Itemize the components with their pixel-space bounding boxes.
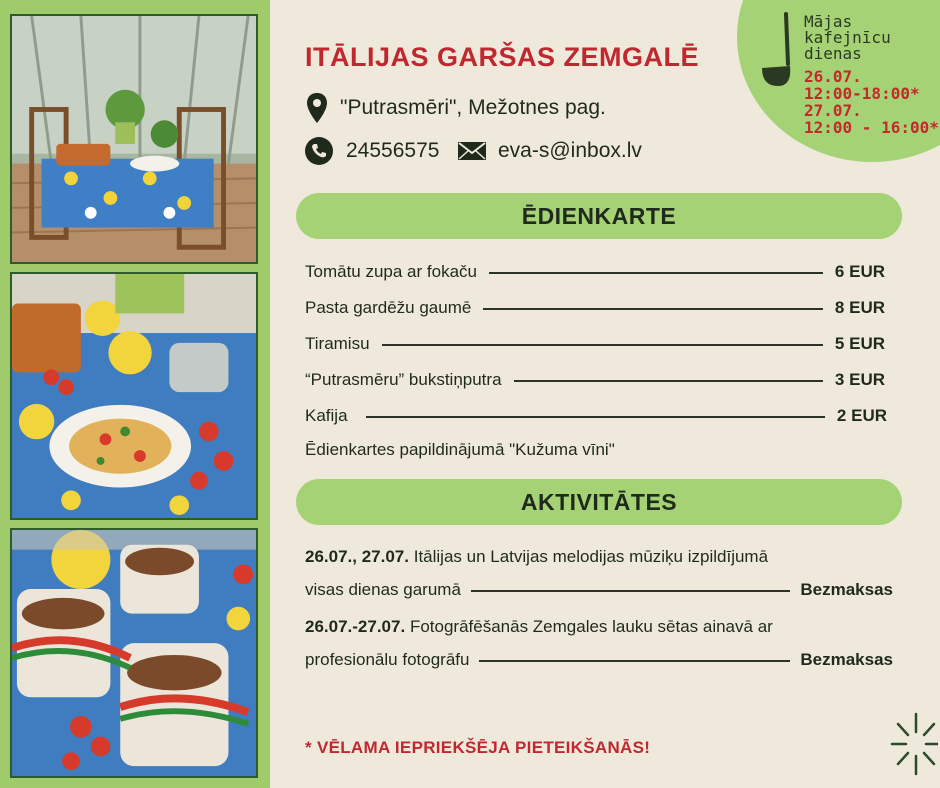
mail-icon [457, 141, 487, 161]
menu-item-name: Pasta gardēžu gaumē [305, 298, 472, 317]
leader-line [366, 416, 825, 418]
activity-price-row [305, 650, 893, 670]
activity-price: Bezmaksas [800, 580, 893, 599]
activity-line [305, 547, 768, 567]
location-pin-icon [306, 92, 328, 124]
leader-line [514, 380, 823, 382]
badge-title-line: Mājas [804, 12, 853, 31]
leader-line [479, 660, 790, 662]
menu-item [305, 297, 885, 319]
leader-line [489, 272, 823, 274]
greenhouse-table-photo [10, 14, 258, 264]
menu-item-price: 5 EUR [834, 334, 885, 353]
menu-item [305, 333, 885, 355]
activity-text: profesionālu fotogrāfu [305, 650, 470, 669]
badge-title-line: kafejnīcu [804, 28, 891, 47]
badge-dates [804, 68, 939, 136]
badge-date-line: 12:00 - 16:00* [804, 118, 939, 137]
activity-price: Bezmaksas [800, 650, 893, 669]
leader-line [483, 308, 823, 310]
menu-item-name: Tiramisu [305, 334, 370, 353]
menu-item [305, 261, 885, 283]
photo-column [0, 0, 270, 788]
booking-note: * VĒLAMA IEPRIEKŠĒJA PIETEIKŠANĀS! [305, 738, 651, 757]
email-address[interactable]: eva-s@inbox.lv [498, 139, 642, 162]
badge-title-line: dienas [804, 44, 862, 63]
activities-heading: AKTIVITĀTES [296, 479, 902, 525]
activity-date: 26.07., 27.07. [305, 547, 409, 566]
activity-line [305, 617, 773, 637]
ladle-icon [758, 12, 798, 90]
menu-item-price: 6 EUR [834, 262, 885, 281]
phone-icon [305, 137, 333, 165]
activity-price-row [305, 580, 893, 600]
badge-date-line: 12:00-18:00* [804, 84, 920, 103]
menu-item [305, 369, 885, 391]
activity-text: Itālijas un Latvijas melodijas mūziķu izpildījumā [413, 547, 769, 566]
leader-line [382, 344, 823, 346]
leader-line [471, 590, 790, 592]
menu-item-price: 2 EUR [836, 406, 887, 425]
menu-item-name: Tomātu zupa ar fokaču [305, 262, 477, 281]
menu-item-price: 8 EUR [834, 298, 885, 317]
activity-text: visas dienas garumā [305, 580, 461, 599]
location-text: "Putrasmēri", Mežotnes pag. [340, 96, 606, 119]
badge-title [804, 14, 891, 62]
badge-date-line: 27.07. [804, 101, 862, 120]
menu-item-price: 3 EUR [834, 370, 885, 389]
badge-date-line: 26.07. [804, 67, 862, 86]
menu-note: Ēdienkartes papildinājumā "Kužuma vīni" [305, 440, 615, 459]
pasta-dish-photo [10, 272, 258, 520]
menu-item [305, 405, 887, 427]
starburst-icon [886, 708, 938, 780]
menu-heading: ĒDIENKARTE [296, 193, 902, 239]
menu-item-name: Kafija [305, 406, 348, 425]
page-title: ITĀLIJAS GARŠAS ZEMGALĒ [305, 42, 700, 72]
activity-text: Fotogrāfēšanās Zemgales lauku sētas ainavā ar [409, 617, 773, 636]
phone-number[interactable]: 24556575 [346, 139, 440, 162]
tiramisu-jars-photo [10, 528, 258, 778]
activity-date: 26.07.-27.07. [305, 617, 406, 636]
menu-item-name: “Putrasmēru” bukstiņputra [305, 370, 502, 389]
